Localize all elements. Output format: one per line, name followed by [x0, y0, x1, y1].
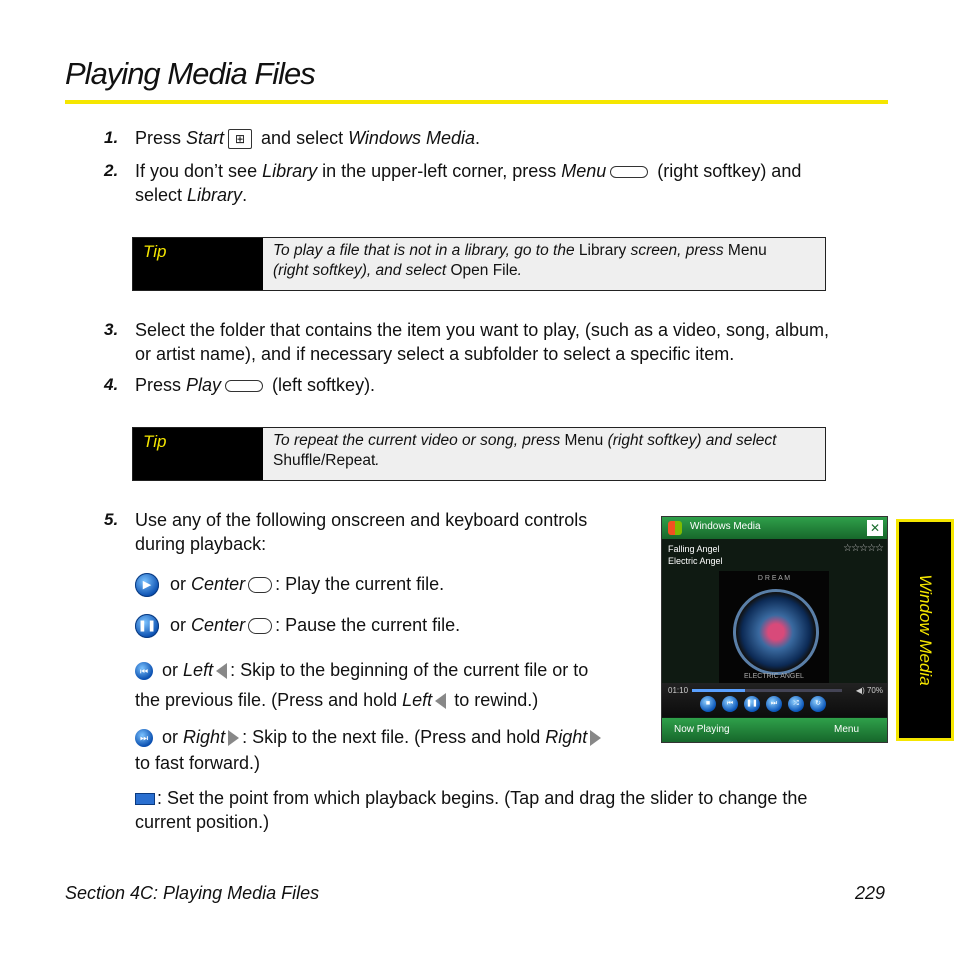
control-text: to fast forward.) — [135, 753, 261, 773]
close-icon[interactable]: ✕ — [867, 520, 883, 536]
library-label: Library — [187, 185, 243, 205]
windows-flag-icon — [668, 521, 682, 535]
play-icon: ▶ — [135, 573, 159, 597]
tip-text: To play a file that is not in a library, go to the Library screen, press Menu (right softkey), and select Open File. — [273, 242, 767, 279]
control-play — [135, 572, 635, 597]
control-text: : Set the point from which playback begins. (Tap and drag the slider to change the — [157, 788, 808, 808]
section-side-tab — [896, 519, 954, 741]
rating-stars[interactable]: ☆☆☆☆☆ — [843, 543, 883, 554]
control-previous — [135, 655, 655, 715]
phone-screenshot — [661, 516, 888, 743]
or-text: or — [170, 615, 187, 635]
tip-text: To repeat the current video or song, press Menu (right softkey) and select Shuffle/Repeat. — [273, 432, 777, 469]
control-text: to rewind.) — [449, 690, 539, 710]
seek-slider[interactable] — [692, 689, 842, 692]
volume-level[interactable] — [856, 686, 883, 695]
center-key-label: Center — [191, 615, 246, 635]
step-text: If you don’t see — [135, 161, 263, 181]
previous-icon: ⏮ — [135, 662, 153, 680]
play-label: Play — [186, 375, 222, 395]
title-rule — [65, 100, 888, 104]
tip-box — [132, 237, 826, 291]
stop-icon[interactable]: ■ — [700, 696, 716, 712]
album-art-letters: D R E A M — [757, 575, 791, 582]
left-softkey-icon — [225, 380, 263, 392]
center-key-icon — [248, 618, 272, 634]
left-key-label: Left — [183, 660, 214, 680]
album-art — [719, 571, 829, 683]
menu-label: Menu — [561, 161, 607, 181]
previous-icon[interactable]: ⏮ — [722, 696, 738, 712]
control-next — [135, 724, 655, 776]
elapsed-time: 01:10 — [668, 686, 689, 695]
phone-title-bar — [662, 517, 887, 539]
center-key-label: Center — [191, 574, 246, 594]
left-softkey[interactable]: Now Playing — [674, 724, 730, 735]
control-text: current position.) — [135, 812, 270, 832]
right-key-label: Right — [183, 727, 226, 747]
artist-name: Electric Angel — [668, 556, 723, 566]
control-text: the previous file. (Press and hold — [135, 690, 403, 710]
center-key-icon — [248, 577, 272, 593]
page-title: Playing Media Files — [65, 56, 315, 91]
page-number: 229 — [855, 883, 886, 903]
step-number: 5. — [104, 510, 119, 529]
album-art-image — [733, 589, 819, 675]
pause-icon[interactable]: ❚❚ — [744, 696, 760, 712]
shuffle-icon[interactable]: ⤮ — [788, 696, 804, 712]
step-text: Press — [135, 375, 187, 395]
song-title: Falling Angel — [668, 544, 720, 554]
start-key-label: Start — [186, 128, 225, 148]
library-label: Library — [262, 161, 318, 181]
phone-app-title: Windows Media — [690, 521, 761, 532]
step-text: select — [135, 185, 188, 205]
step-text: and select — [256, 128, 349, 148]
step-text: Select the folder that contains the item you want to play, (such as a video, song, album, — [135, 320, 830, 340]
pause-icon: ❚❚ — [135, 614, 159, 638]
right-arrow-icon — [228, 730, 239, 746]
control-text: : Play the current file. — [275, 574, 445, 594]
control-slider — [135, 786, 895, 834]
step-text: . — [474, 128, 480, 148]
step-text: (left softkey). — [267, 375, 376, 395]
softkey-bar — [662, 718, 887, 742]
album-art-brand: ELECTRIC ANGEL — [744, 673, 804, 680]
tip-label: Tip — [133, 428, 263, 480]
volume-value: 70% — [866, 686, 883, 695]
tip-label: Tip — [133, 238, 263, 290]
playback-controls — [662, 683, 887, 717]
left-arrow-icon — [216, 663, 227, 679]
windows-key-icon: ⊞ — [228, 129, 252, 149]
or-text: or — [162, 660, 179, 680]
slider-icon — [135, 793, 155, 805]
repeat-icon[interactable]: ↻ — [810, 696, 826, 712]
right-softkey[interactable]: Menu — [833, 724, 859, 735]
or-text: or — [162, 727, 179, 747]
right-softkey-icon — [610, 166, 648, 178]
now-playing-info — [668, 543, 723, 567]
step-text: (right softkey) and — [652, 161, 802, 181]
left-key-label: Left — [402, 690, 433, 710]
control-text: : Skip to the next file. (Press and hold — [242, 727, 546, 747]
right-key-label: Right — [545, 727, 588, 747]
step-number: 2. — [104, 161, 119, 180]
control-text: : Pause the current file. — [275, 615, 461, 635]
transport-buttons — [700, 696, 826, 712]
step-number: 3. — [104, 320, 119, 339]
step-text: in the upper-left corner, press — [317, 161, 562, 181]
windows-media-label: Windows Media — [348, 128, 475, 148]
step-text: Use any of the following onscreen and keyboard controls — [135, 510, 588, 530]
left-arrow-icon — [435, 693, 446, 709]
right-arrow-icon — [590, 730, 601, 746]
side-tab-label: Window Media — [916, 574, 935, 686]
control-pause — [135, 613, 635, 638]
next-icon: ⏭ — [135, 729, 153, 747]
speaker-icon: ◀) — [855, 686, 865, 695]
step-number: 4. — [104, 375, 119, 394]
step-text: Press — [135, 128, 187, 148]
step-text: during playback: — [135, 534, 267, 554]
next-icon[interactable]: ⏭ — [766, 696, 782, 712]
seek-slider-fill — [692, 689, 745, 692]
step-number: 1. — [104, 128, 119, 147]
or-text: or — [170, 574, 187, 594]
control-text: : Skip to the beginning of the current file or to — [230, 660, 589, 680]
step-text: . — [242, 185, 248, 205]
footer-section: Section 4C: Playing Media Files — [65, 883, 320, 903]
tip-box — [132, 427, 826, 481]
step-text: or artist name), and if necessary select a subfolder to select a specific item. — [135, 344, 735, 364]
